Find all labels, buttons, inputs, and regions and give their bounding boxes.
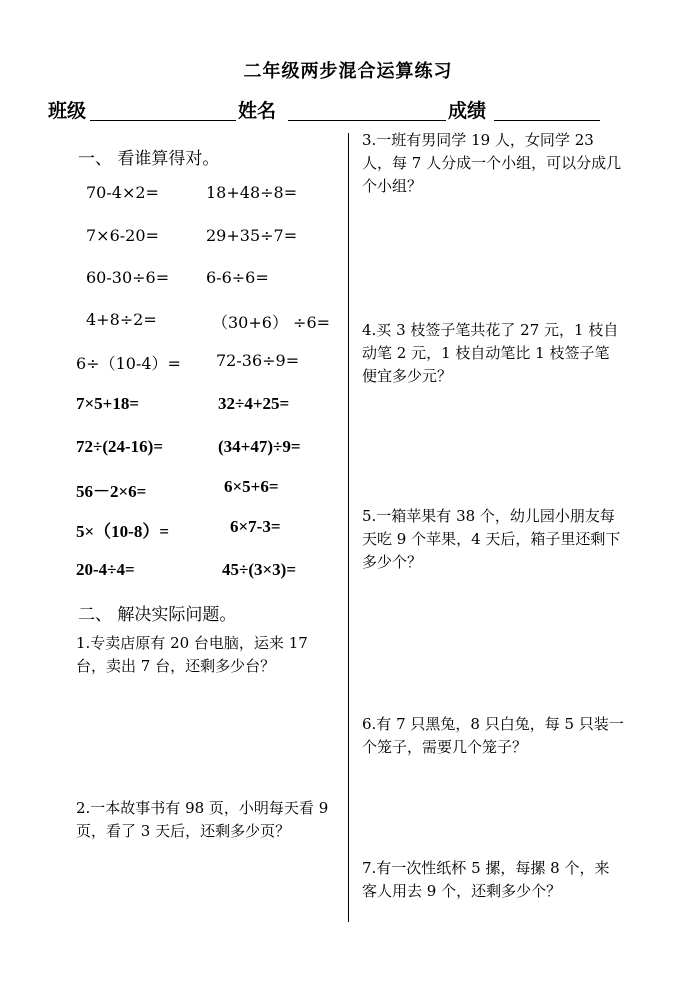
class-blank[interactable] [90,98,236,121]
question-5: 5.一箱苹果有 38 个，幼儿园小朋友每天吃 9 个苹果，4 天后，箱子里还剩下多少个？ [362,507,621,571]
problem-5b: 72-36÷9= [216,351,300,370]
problem-2a: 7×6-20= [86,226,159,245]
question-2: 2.一本故事书有 98 页，小明每天看 9 页，看了 3 天后，还剩多少页？ [76,799,329,840]
class-label: 班级 [48,100,87,122]
score-blank[interactable] [494,98,600,121]
problem-1b: 18+48÷8= [206,183,298,202]
problem-9b: 6×7-3= [230,517,281,536]
problem-5a: 6÷（10-4）= [76,354,181,373]
problem-4a: 4+8÷2= [86,310,157,329]
problem-6b: 32÷4+25= [218,394,290,413]
question-4: 4.买 3 枝签子笔共花了 27 元，1 枝自动笔 2 元，1 枝自动笔比 1 枝签子笔便宜多少元？ [362,321,619,385]
name-label: 姓名 [238,100,277,122]
section2-heading: 二、 解决实际问题。 [78,605,237,625]
problem-6a: 7×5+18= [76,394,140,413]
problem-7b: (34+47)÷9= [218,437,301,456]
question-3: 3.一班有男同学 19 人，女同学 23 人，每 7 人分成一个小组，可以分成几个小组？ [362,131,622,195]
problem-3b: 6-6÷6= [206,268,269,287]
name-blank[interactable] [288,98,446,121]
score-label: 成绩 [448,100,487,122]
problem-4b: （30+6） ÷6= [212,313,331,332]
question-6: 6.有 7 只黑兔，8 只白兔，每 5 只装一个笼子，需要几个笼子？ [362,715,624,756]
column-divider [348,133,349,922]
page-title: 二年级两步混合运算练习 [243,61,453,82]
problem-9a: 5×（10-8）= [76,522,170,541]
problem-3a: 60-30÷6= [86,268,170,287]
problem-1a: 70-4×2= [86,183,159,202]
section1-heading: 一、 看谁算得对。 [78,149,220,169]
question-7: 7.有一次性纸杯 5 摞，每摞 8 个，来客人用去 9 个，还剩多少个？ [362,859,610,900]
problem-2b: 29+35÷7= [206,226,298,245]
problem-8a: 56－2×6= [76,482,147,501]
problem-10a: 20-4÷4= [76,560,135,579]
problem-8b: 6×5+6= [224,477,279,496]
problem-7a: 72÷(24-16)= [76,437,164,456]
problem-10b: 45÷(3×3)= [222,560,297,579]
question-1: 1.专卖店原有 20 台电脑，运来 17 台，卖出 7 台，还剩多少台？ [76,634,308,675]
